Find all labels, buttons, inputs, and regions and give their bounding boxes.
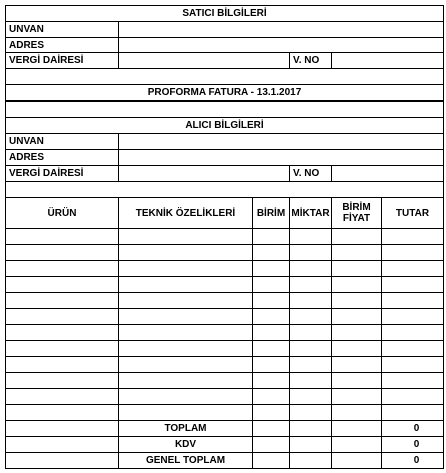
buyer-field-value[interactable]: [118, 165, 290, 182]
table-cell[interactable]: [381, 260, 444, 277]
table-cell[interactable]: [252, 244, 290, 261]
table-cell[interactable]: [289, 340, 332, 357]
table-cell[interactable]: [289, 356, 332, 373]
table-cell[interactable]: [331, 308, 382, 325]
buyer-field-label: [5, 165, 119, 182]
seller-field-value[interactable]: [118, 52, 290, 69]
seller-field-value[interactable]: [118, 21, 444, 38]
column-header-text: BİRİM: [256, 207, 286, 219]
invoice-title: [5, 84, 444, 102]
buyer-field-value[interactable]: [118, 149, 444, 166]
column-header-text: TUTAR: [395, 207, 430, 219]
table-cell[interactable]: [381, 324, 444, 341]
table-cell[interactable]: [331, 260, 382, 277]
table-cell[interactable]: [5, 340, 119, 357]
column-header: [381, 197, 444, 229]
buyer-field-label: [5, 149, 119, 166]
totals-blank: [252, 452, 290, 469]
seller-title-text: SATICI BİLGİLERİ: [182, 8, 267, 19]
seller-field-label: [5, 21, 119, 38]
table-cell[interactable]: [289, 324, 332, 341]
table-cell[interactable]: [118, 292, 253, 309]
table-cell[interactable]: [289, 292, 332, 309]
table-cell[interactable]: [289, 404, 332, 421]
table-cell[interactable]: [381, 244, 444, 261]
totals-blank: [5, 436, 119, 453]
buyer-vno-value[interactable]: [331, 165, 444, 182]
table-cell[interactable]: [118, 308, 253, 325]
column-header: [118, 197, 253, 229]
table-cell[interactable]: [381, 356, 444, 373]
column-header-text: BİRİM FİYAT: [342, 202, 371, 224]
table-cell[interactable]: [5, 244, 119, 261]
table-cell[interactable]: [381, 276, 444, 293]
table-cell[interactable]: [5, 388, 119, 405]
table-cell[interactable]: [252, 340, 290, 357]
spacer-row: [5, 68, 444, 85]
table-cell[interactable]: [381, 372, 444, 389]
buyer-field-label-text: ADRES: [9, 152, 45, 163]
table-cell[interactable]: [289, 260, 332, 277]
table-cell[interactable]: [331, 404, 382, 421]
table-cell[interactable]: [331, 388, 382, 405]
table-cell[interactable]: [5, 228, 119, 245]
buyer-title-text: ALICI BİLGİLERİ: [185, 120, 264, 131]
totals-value: [381, 420, 444, 437]
table-cell[interactable]: [5, 404, 119, 421]
table-cell[interactable]: [252, 292, 290, 309]
table-cell[interactable]: [118, 324, 253, 341]
table-cell[interactable]: [331, 356, 382, 373]
table-cell[interactable]: [5, 356, 119, 373]
table-cell[interactable]: [289, 308, 332, 325]
table-cell[interactable]: [331, 292, 382, 309]
column-header: [5, 197, 119, 229]
totals-blank: [331, 452, 382, 469]
table-cell[interactable]: [331, 324, 382, 341]
totals-blank: [252, 436, 290, 453]
table-cell[interactable]: [289, 388, 332, 405]
table-cell[interactable]: [118, 356, 253, 373]
totals-value: [381, 436, 444, 453]
buyer-title: [5, 117, 444, 134]
invoice-title-text: PROFORMA FATURA - 13.1.2017: [147, 87, 302, 98]
table-cell[interactable]: [381, 228, 444, 245]
spacer-row: [5, 101, 444, 118]
table-cell[interactable]: [381, 292, 444, 309]
seller-field-label: [5, 37, 119, 53]
table-cell[interactable]: [252, 228, 290, 245]
buyer-field-label-text: UNVAN: [9, 136, 44, 147]
totals-value-text: 0: [413, 439, 420, 450]
table-cell[interactable]: [381, 404, 444, 421]
totals-blank: [5, 452, 119, 469]
column-header: [252, 197, 290, 229]
table-cell[interactable]: [118, 340, 253, 357]
table-cell[interactable]: [118, 228, 253, 245]
table-cell[interactable]: [118, 372, 253, 389]
seller-field-label: [5, 52, 119, 69]
totals-blank: [331, 420, 382, 437]
spacer-row: [5, 181, 444, 198]
table-cell[interactable]: [331, 372, 382, 389]
table-cell[interactable]: [5, 308, 119, 325]
buyer-field-value[interactable]: [118, 133, 444, 150]
table-cell[interactable]: [289, 276, 332, 293]
seller-vno-value[interactable]: [331, 52, 444, 69]
table-cell[interactable]: [5, 260, 119, 277]
column-header-text: ÜRÜN: [47, 207, 77, 219]
table-cell[interactable]: [252, 308, 290, 325]
totals-value-text: 0: [413, 455, 420, 466]
seller-field-label-text: ADRES: [9, 39, 45, 51]
totals-blank: [289, 420, 332, 437]
seller-vno-label-text: V. NO: [293, 55, 320, 66]
seller-field-label-text: UNVAN: [9, 24, 44, 35]
table-cell[interactable]: [252, 324, 290, 341]
table-cell[interactable]: [331, 276, 382, 293]
table-cell[interactable]: [118, 244, 253, 261]
totals-blank: [252, 420, 290, 437]
totals-label-text: GENEL TOPLAM: [145, 455, 226, 466]
totals-value-text: 0: [413, 423, 420, 434]
seller-field-label-text: VERGİ DAİRESİ: [9, 55, 84, 66]
buyer-vno-label: [289, 165, 332, 182]
table-cell[interactable]: [289, 228, 332, 245]
totals-label: [118, 420, 253, 437]
table-cell[interactable]: [252, 388, 290, 405]
column-header-text: TEKNİK ÖZELİKLERİ: [135, 207, 236, 219]
table-cell[interactable]: [381, 388, 444, 405]
table-cell[interactable]: [252, 276, 290, 293]
column-header: [331, 197, 382, 229]
table-cell[interactable]: [331, 228, 382, 245]
table-cell[interactable]: [381, 340, 444, 357]
totals-blank: [331, 436, 382, 453]
column-header-text: MİKTAR: [291, 207, 330, 219]
totals-label: [118, 436, 253, 453]
table-cell[interactable]: [5, 276, 119, 293]
table-cell[interactable]: [118, 404, 253, 421]
table-cell[interactable]: [252, 260, 290, 277]
totals-label-text: KDV: [174, 439, 197, 450]
table-cell[interactable]: [331, 340, 382, 357]
table-cell[interactable]: [252, 356, 290, 373]
totals-label-text: TOPLAM: [164, 423, 207, 434]
buyer-vno-label-text: V. NO: [293, 168, 320, 179]
seller-title: [5, 5, 444, 22]
seller-field-value[interactable]: [118, 37, 444, 53]
table-cell[interactable]: [289, 372, 332, 389]
table-cell[interactable]: [118, 276, 253, 293]
totals-blank: [289, 436, 332, 453]
table-cell[interactable]: [5, 292, 119, 309]
buyer-field-label: [5, 133, 119, 150]
buyer-field-label-text: VERGİ DAİRESİ: [9, 168, 84, 179]
table-cell[interactable]: [289, 244, 332, 261]
seller-vno-label: [289, 52, 332, 69]
table-cell[interactable]: [118, 260, 253, 277]
table-cell[interactable]: [252, 404, 290, 421]
table-cell[interactable]: [5, 372, 119, 389]
table-cell[interactable]: [252, 372, 290, 389]
table-cell[interactable]: [5, 324, 119, 341]
totals-label: [118, 452, 253, 469]
totals-value: [381, 452, 444, 469]
table-cell[interactable]: [118, 388, 253, 405]
totals-blank: [289, 452, 332, 469]
totals-blank: [5, 420, 119, 437]
table-cell[interactable]: [331, 244, 382, 261]
column-header: [289, 197, 332, 229]
table-cell[interactable]: [381, 308, 444, 325]
